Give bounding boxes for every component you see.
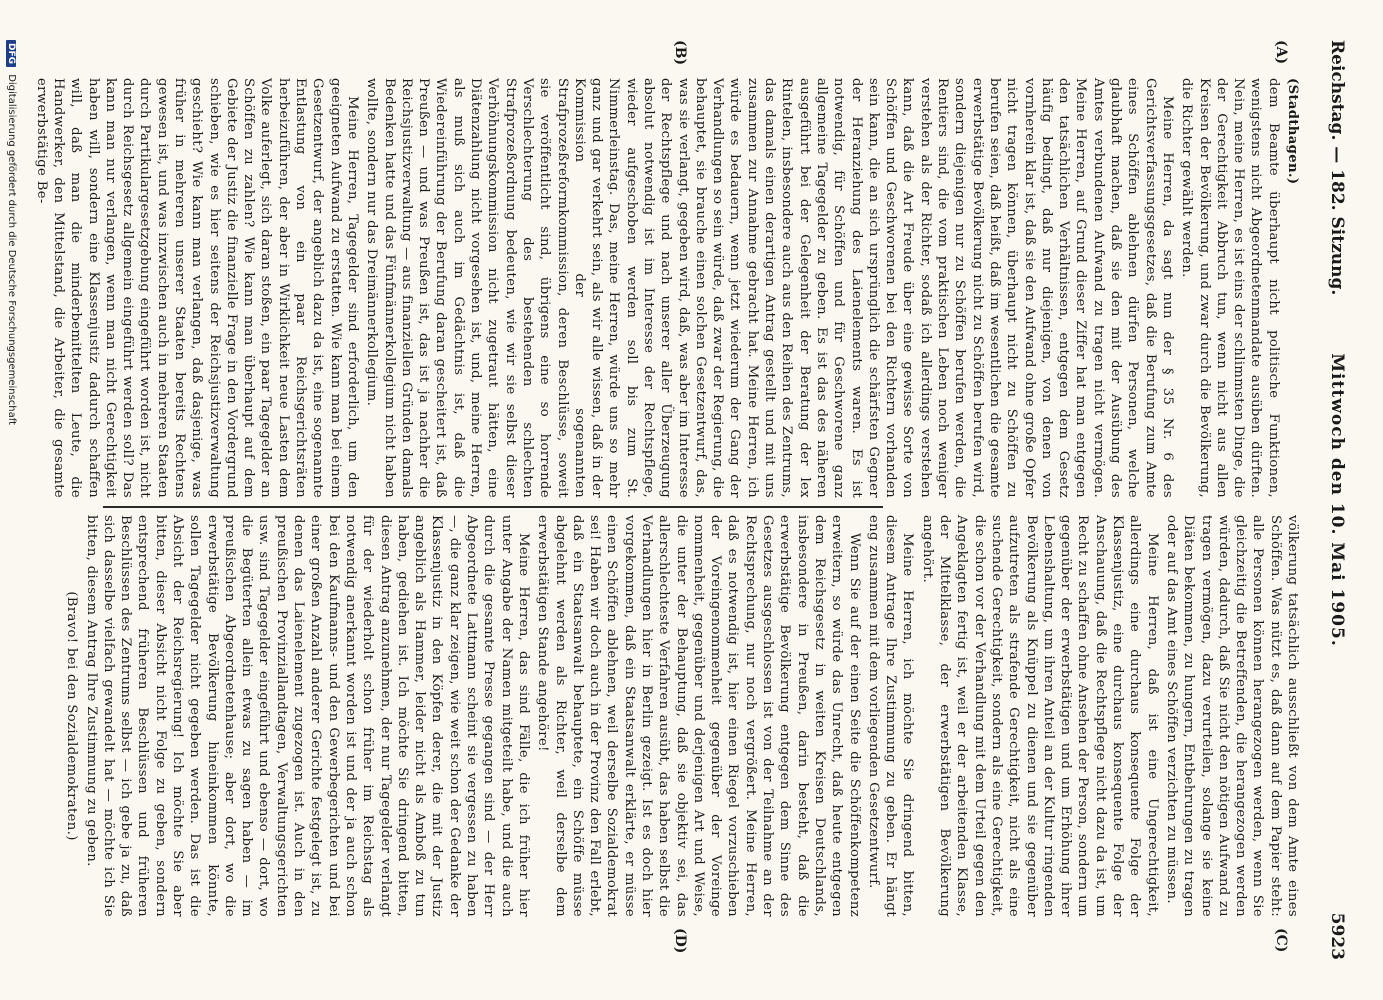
page-header	[1307, 40, 1347, 960]
paragraph: Meine Herren, ich möchte Sie dringend bitten, diesem Antrage Ihre Zustimmung zu geben. Er hängt eng zusammen mit dem vorliegenden Gesetzentwurf.	[865, 515, 916, 917]
applause-note: (Bravo! bei den Sozialdemokraten.)	[64, 591, 80, 841]
dfg-logo: DFG	[6, 40, 16, 67]
column-divider	[103, 506, 883, 508]
paragraph: Meine Herren, das sind Fälle, die ich früher hier unter Angabe der Namen mitgeteilt habe, und die auch durch die gesamte Presse gegangen sind — der Herr Abgeordnete Lattmann scheint sie vergessen zu haben —, die ganz klar zeigen, wie weit schon der Gedanke der Klassenjustiz in den Köpfen derer, die mit der Justiz angeblich als Hammer, leider nicht als Amboß zu tun haben, gediehen ist. Ich möchte Sie dringend bitten, diesen Antrag anzunehmen, der nur Tagegelder verlangt für der wiederholt schon früher im Reichstag als notwendig anerkannt worden ist und der ja auch schon bei den Kaufmanns- und den Gewerbegerichten und bei einer großen Anzahl anderer Gerichte festgelegt ist, zu denen das Laienelement zugezogen ist. Auch in den preußischen Provinziallandtagen, Verwaltungsgerichten usw. sind Tagegelder eingeführt und ebenso — dort, wo die Begüterten allein etwas zu sagen haben — im preußischen Abgeordnetenhause; aber dort, wo die erwerbstätige Bevölkerung hineinkommen könnte, sollen Tagegelder nicht gegeben werden. Das ist die Absicht der Reichsregierung! Ich möchte Sie aber bitten, dieser Absicht nicht Folge zu geben, sondern entsprechend früheren Beschlüssen und früheren Beschlüssen des Zentrums selbst — ich gebe ja zu, daß sich dasselbe vielfach gewandelt hat — möchte ich Sie bitten, diesem Antrag Ihre Zustimmung zu geben.	[83, 515, 531, 917]
paragraph: dem Beamte überhaupt nicht politische Funktionen, wenigstens nicht Abgeordnetenmandate ausüben dürften. Nein, meine Herren, es ist eins der schlimmsten Dinge, die der Gerechtigkeit Abbruch tun, wenn nicht aus allen Kreisen der Bevölkerung, und zwar durch die Bevölkerung, die Richter gewählt werden.	[1179, 78, 1281, 498]
margin-marker-b: (B)	[672, 40, 688, 66]
funding-footer	[6, 40, 17, 425]
paragraph: Meine Herren, daß ist eine Ungerechtigkeit, allerdings eine durchaus konsequente Folge der Klassenjustiz, eine durchaus konsequente Folge der Anschauung, daß die Rechtspflege nicht dazu da ist, um Recht zu schaffen ohne Ansehen der Person, sondern um gegenüber der erwerbstätigen und um Erhöhung ihrer Lebenshaltung, um ihren Anteil an der Kultur ringenden Bevölkerung als Knüppel zu dienen und sie gegenüber aufzutreten als strafende Gerechtigkeit, nicht als eine suchende Gerechtigkeit, sondern als eine Gerechtigkeit, die schon vor der Verhandlung mit dem Urteil gegen den Angeklagten fertig ist, weil er der arbeitenden Klasse, der Mittelklasse, der erwerbstätigen Bevölkerung angehört.	[919, 515, 1160, 917]
paragraph: Wenn Sie auf der einen Seite die Schöffenkompetenz erweitern, so würde das Unrecht, daß heute entgegen dem Reichsgesetz in weiten Kreisen Deutschlands, insbesondere in Preußen, darin besteht, daß die erwerbstätige Bevölkerung entgegen dem Sinne des Gesetzes ausgeschlossen ist von der Teilnahme an der Rechtsprechung, nur noch vergrößert. Meine Herren, daß es notwendig ist, hier einen Riegel vorzuschieben der Voreingenommenheit gegenüber der Voreinge nommenheit, gegenüber und derjenigen Art und Weise, die unter der Behauptung, daß sie objektiv sei, das allerschlechteste Verfahren ausübt, das haben selbst die Verhandlungen hier in Berlin gezeigt. Ist es doch hier vorgekommen, daß ein Staatsanwalt erklärte, er müsse einen Schöffen ablehnen, weil derselbe Sozialdemokrat sei! Haben wir doch auch in der Provinz den Fall erlebt, daß ein Staatsanwalt behauptete, ein Schöffe müsse abgelehnt werden als Richter, weil derselbe dem erwerbstätigen Stande angehöre!	[535, 515, 862, 917]
header-title: Reichstag. — 182. Sitzung.	[1327, 40, 1347, 296]
margin-marker-d: (D)	[672, 928, 688, 954]
paragraph: Meine Herren, da sagt nun der § 35 Nr. 6 des Gerichtsverfassungsgesetzes, daß die Berufung zum Amte eines Schöffen ablehnen dürfen Personen, welche glaubhaft machen, daß sie den mit der Ausübung des Amtes verbundenen Aufwand zu tragen nicht vermögen. Meine Herren, auf Grund dieser Ziffer hat man entgegen den tatsächlichen Verhältnissen, entgegen dem Gesetz häufig bedingt, daß nur diejenigen, von denen von vornherein klar ist, daß sie den Aufwand ohne große Opfer nicht tragen können, überhaupt nicht zu Schöffen zu berufen seien, daß heißt, daß im wesentlichen die gesamte erwerbstätige Bevölkerung nicht zu Schöffen berufen wird, sondern diejenigen nur zu Schöffen berufen werden, die Rentiers sind, die vom praktischen Leben noch weniger verstehen als der Richter, sodaß ich allerdings verstehen kann, daß die Art Freude über eine gewisse Sorte von Schöffen und Geschworenen bei den Richtern vorhanden sein kann, die an sich ursprünglich die schärfsten Gegner der Heranziehung des Laienelements waren. Es ist notwendig, für Schöffen und für Geschworene ganz allgemeine Tagegelder zu geben. Es ist das des näheren ausgeführt bei der Gelegenheit der Beratung der lex Rintelen, insbesondere auch aus den Reihen des Zentrums, das damals einen derartigen Antrag gestellt und mit uns zusammen zur Annahme gebracht hat. Meine Herren, ich würde es bedauern, wenn jetzt wiederum der Gang der Verhandlungen so sein würde, daß zwar der Regierung, die behauptet, sie brauche einen solchen Gesetzentwurf, das, was sie verlangt, gegeben wird, daß, was aber im Interesse der Rechtspflege und nach unserer aller Überzeugung absolut notwendig ist im Interesse der Rechtspflege, wieder aufgeschoben werden soll bis zum St. Nimmerleinstag. Das, meine Herren, würde uns so mehr ganz und gar verkehrt sein, als wir alle wissen, daß in der Kommission der sogenannten Strafprozeßreformkommission, deren Beschlüsse, soweit sie veröffentlicht sind, übrigens eine so horrende Verschlechterung des bestehenden schlechten Strafprozeßordnung bedeuten, wie wir sie selbst dieser Verhöhnungskommission nicht zugetraut hätten, eine Diätenzahlung nicht vorgesehen ist, und, meine Herren, als muß sich auch im Gedächtnis ist, daß die Wiedereinführung der Berufung daran gescheitert ist, daß Preußen — und was Preußen ist, das ist ja nachher die Reichsjustizverwaltung — aus finanziellen Gründen damals Bedenken hatte und das Fünfmännerkollegium nicht haben wollte, sondern nur das Dreimännerkollegium.	[364, 78, 1175, 498]
speaker-label: (Stadthagen.)	[1285, 78, 1300, 185]
right-column	[64, 515, 1301, 917]
page-number: 5923	[1327, 912, 1347, 960]
margin-marker-c: (C)	[1273, 928, 1289, 953]
funding-note: Digitalisierung gefördert durch die Deutsche Forschungsgemeinschaft	[6, 74, 17, 426]
margin-marker-a: (A)	[1273, 40, 1289, 65]
left-column	[33, 78, 1301, 498]
paragraph: völkerung tatsächlich ausschließt von dem Amte eines Schöffen. Was nützt es, daß dann auf dem Papier steht: alle Personen können herangezogen werden, wenn Sie gleichzeitig die Betreffenden, die herangezogen werden würden, dadurch, daß Sie nicht den nötigen Aufwand zu tragen vermögen, dazu verurteilen, solange sie keine Diäten bekommen, zu hungern, Entbehrungen zu tragen oder auf das Amt eines Schöffen verzichten zu müssen.	[1163, 515, 1300, 917]
header-date: Mittwoch den 10. Mai 1905.	[1327, 353, 1347, 647]
paragraph: Meine Herren, Tagegelder sind erforderlich, um den geeigneten Aufwand zu erstatten. Wie kann man bei einem Gesetzentwurf, der angeblich dazu da ist, eine sogenannte Entlastung von ein paar Reichsgerichtsräten herbeizuführen, der aber in Wirklichkeit neue Lasten dem Volke auferlegt, sich daran stoßen, ein paar Tagegelder an Schöffen zu zahlen? Wie kann man überhaupt auf dem Gebiete der Justiz die finanzielle Frage in den Vordergrund schieben, wie es hier seitens der Reichsjustizverwaltung geschieht? Wie kann man verlangen, daß dasjenige, was früher in mehreren unserer Staaten bereits Rechtens gewesen ist, und was inzwischen auch in mehreren Staaten durch Partikulargesetzgebung eingeführt worden ist, nicht durch Reichsgesetz allgemein eingeführt werden soll? Das kann man nur verlangen, wenn man nicht Gerechtigkeit haben will, sondern eine Klassenjustiz dadurch schaffen will, daß man die minderbemittelten Leute, die Handwerker, den Mittelstand, die Arbeiter, die gesamte erwerbstätige Be-	[33, 78, 360, 498]
